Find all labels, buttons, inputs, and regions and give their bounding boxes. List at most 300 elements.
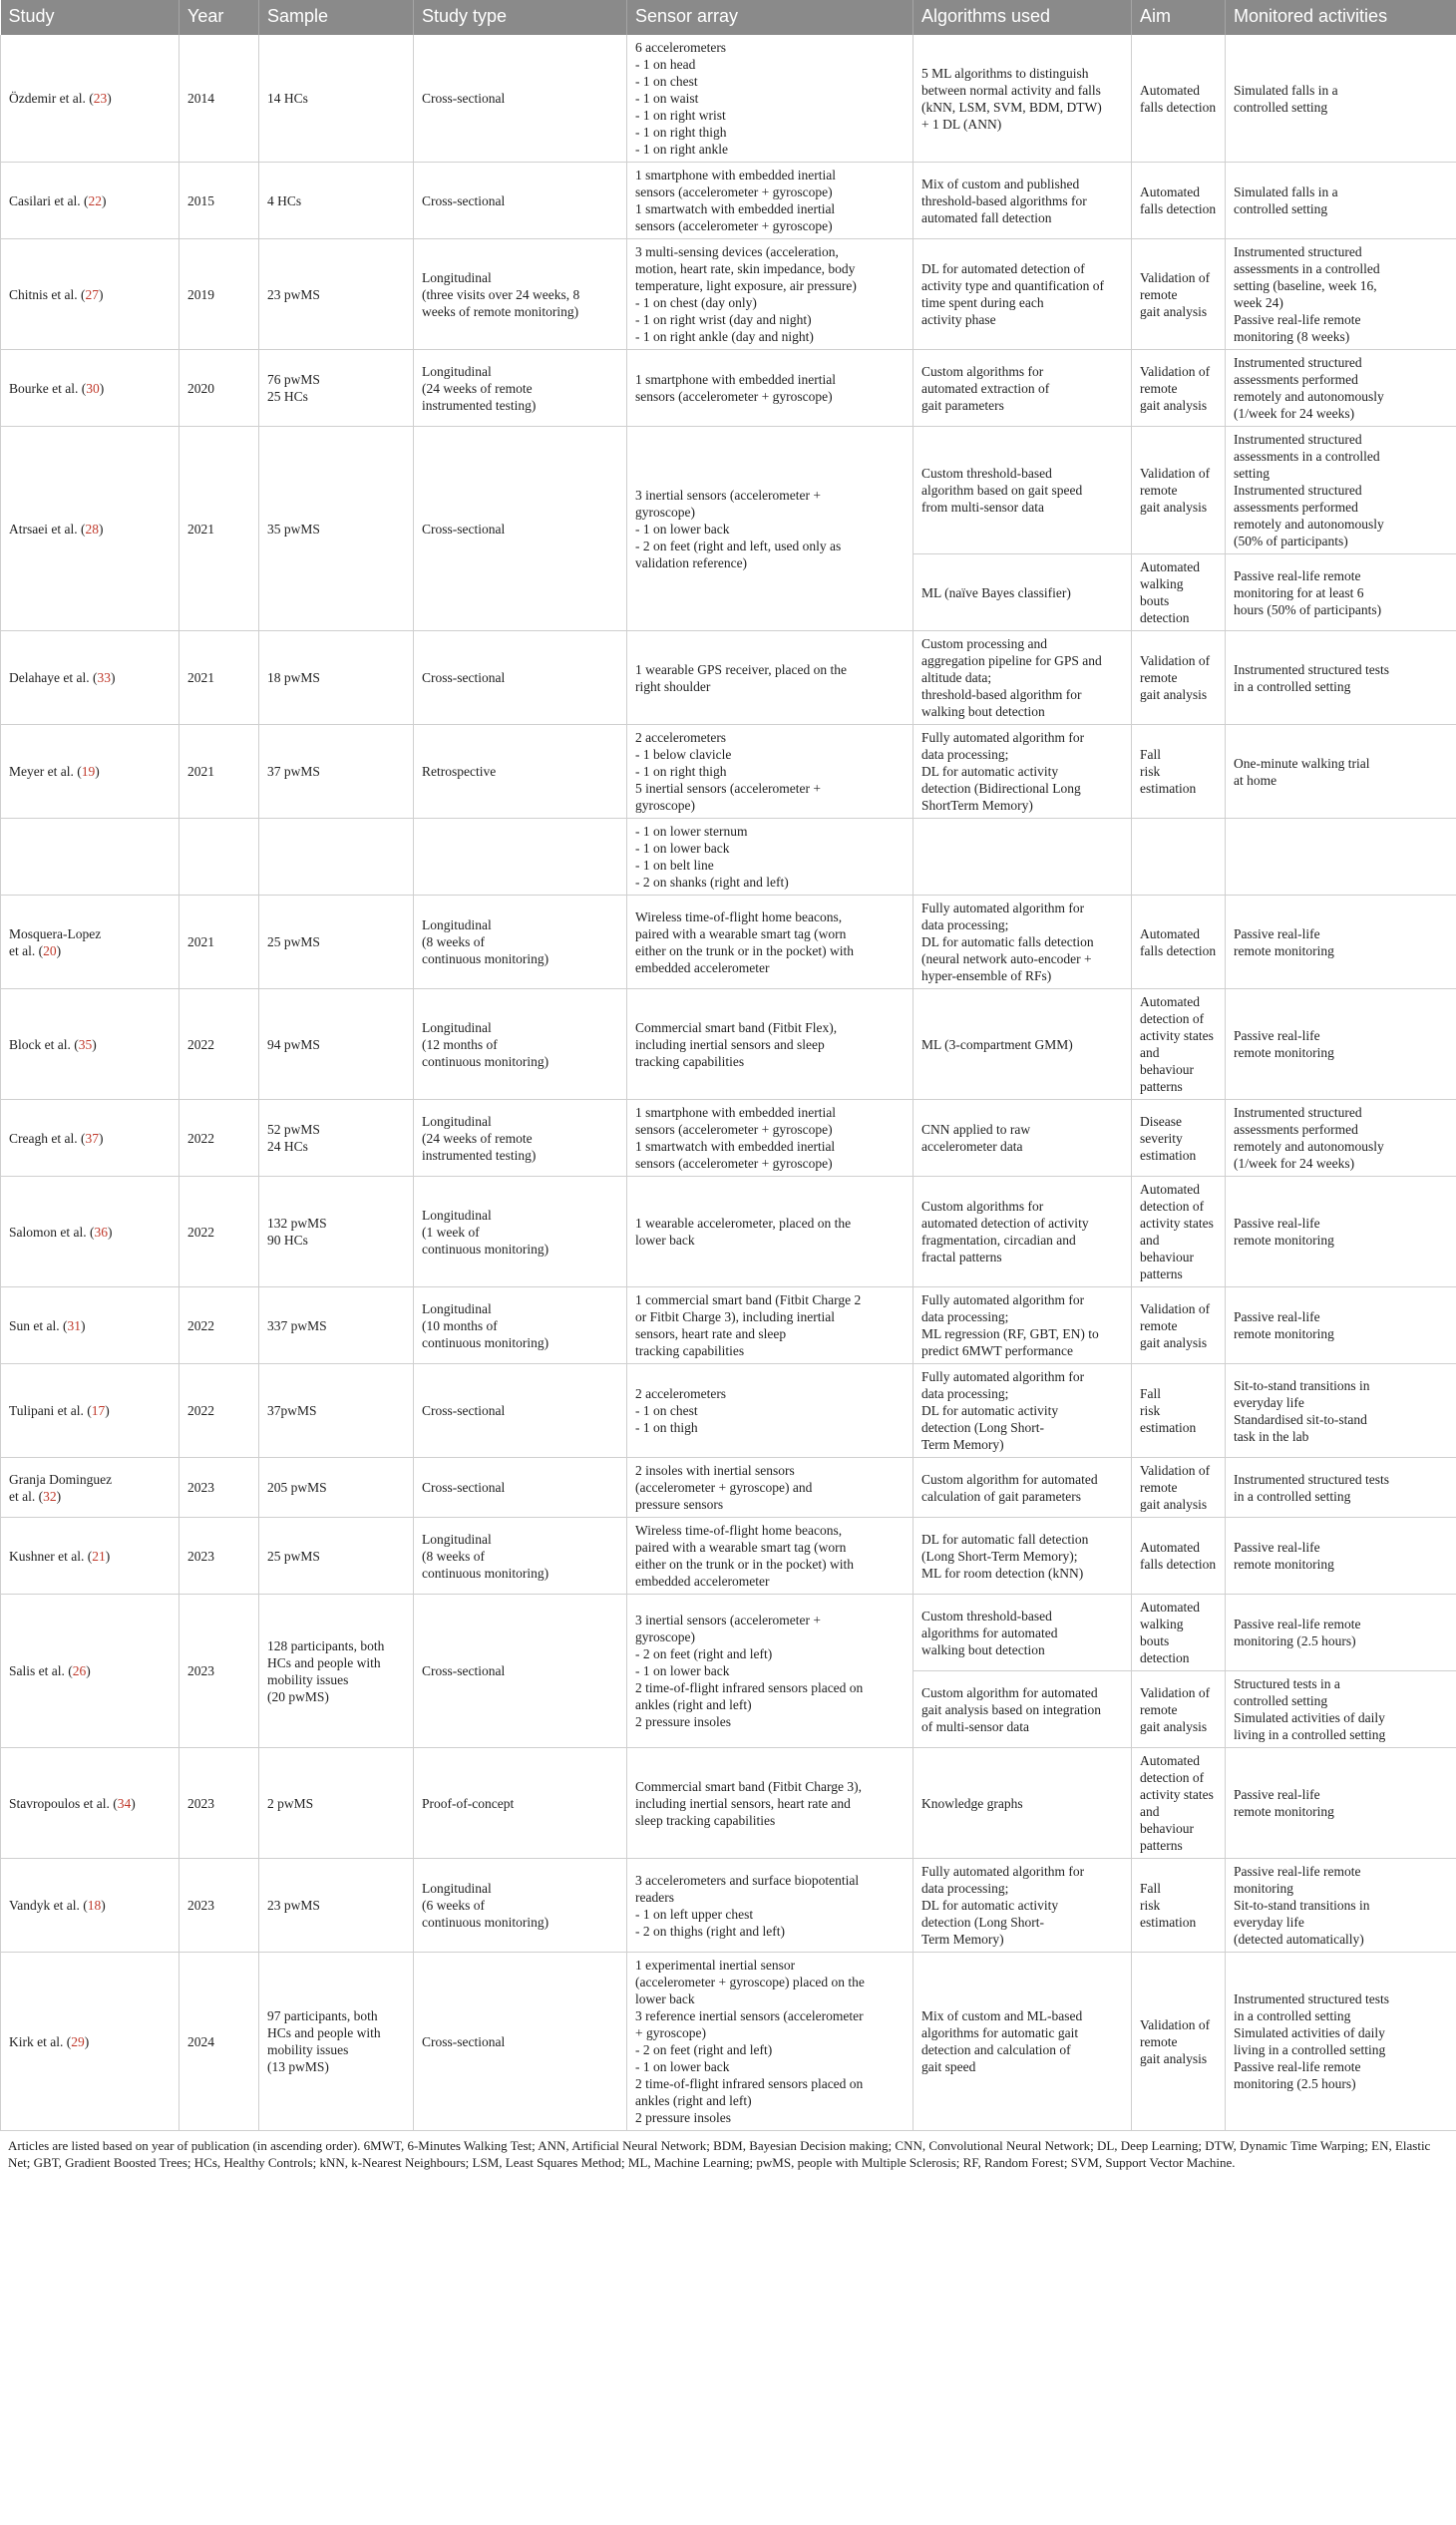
cell-algorithms-line: walking bout detection <box>921 1641 1045 1657</box>
cell-study-type-line: (24 weeks of remote <box>422 380 533 396</box>
reference-link[interactable]: 30 <box>86 380 100 396</box>
cell-sensor-array-line: 2 accelerometers <box>635 1386 727 1401</box>
cell-sample-line: 37pwMS <box>267 1403 317 1418</box>
reference-link[interactable]: 28 <box>85 521 99 537</box>
cell-sample-line: mobility issues <box>267 2042 349 2057</box>
cell-sample-line: 4 HCs <box>267 192 302 208</box>
cell-study: Granja Dominguez et al. (32) <box>1 1458 180 1518</box>
cell-study-type-line: Longitudinal <box>422 1531 492 1547</box>
cell-study-type <box>414 1364 627 1458</box>
cell-study-type-line: Retrospective <box>422 764 497 779</box>
cell-sample-line: (20 pwMS) <box>267 1688 329 1704</box>
cell-study: Kirk et al. (29) <box>1 1953 180 2131</box>
cell-study: Tulipani et al. (17) <box>1 1364 180 1458</box>
cell-algorithms <box>913 1595 1132 1671</box>
cell-sensor-array-line: - 2 on shanks (right and left) <box>635 875 789 890</box>
cell-sensor-array-line: (accelerometer + gyroscope) placed on the <box>635 1975 865 1989</box>
cell-algorithms-line: automated extraction of <box>921 380 1050 396</box>
cell-year: 2023 <box>180 1518 259 1595</box>
cell-sensor-array-line: pressure sensors <box>635 1497 724 1512</box>
cell-sample-line: 205 pwMS <box>267 1480 327 1495</box>
cell-activities-line: remote monitoring <box>1234 942 1334 958</box>
study-author: Block et al. <box>9 1036 71 1052</box>
cell-sample-line: 2 pwMS <box>267 1795 314 1811</box>
cell-study-type-line: weeks of remote monitoring) <box>422 303 579 319</box>
cell-activities-line: monitoring for at least 6 <box>1234 584 1364 600</box>
cell-aim-line: Validation of <box>1140 1684 1211 1700</box>
cell-aim-line: gait analysis <box>1140 1334 1208 1350</box>
cell-sensor-array-line: paired with a wearable smart tag (worn <box>635 1540 847 1555</box>
table-row <box>1 819 1456 896</box>
cell-algorithms-line: DL for automated detection of <box>921 261 1085 276</box>
cell-year: 2021 <box>180 725 259 819</box>
cell-year: 2023 <box>180 1595 259 1748</box>
cell-activities-line: Sit-to-stand transitions in <box>1234 1898 1370 1913</box>
reference-link[interactable]: 36 <box>94 1224 108 1240</box>
cell-aim <box>1132 631 1226 725</box>
cell-sensor-array-line: - 1 on head <box>635 57 696 72</box>
cell-activities-line: Sit-to-stand transitions in <box>1234 1377 1370 1393</box>
cell-sensor-array <box>627 1177 913 1287</box>
table-row <box>1 1100 1456 1177</box>
cell-aim-line: Validation of <box>1140 653 1211 668</box>
table-footnote: Articles are listed based on year of publication (in ascending order). 6MWT, 6-Minutes Walking Test; ANN, Artificial Neural Network; BDM, Bayesian Decision making; CNN, Convolutional Neural Network; DL, Deep Learning; DTW, Dynamic Time Warping; EN, Elastic Net; GBT, Gradient Boosted Trees; HCs, Healthy Controls; kNN, k-Nearest Neighbours; LSM, Least Squares Method; ML, Machine Learning; pwMS, people with Multiple Sclerosis; RF, Random Forest; SVM, Support Vector Machine. <box>8 2138 1431 2170</box>
study-author: Stavropoulos et al. <box>9 1795 110 1811</box>
study-author: Sun et al. <box>9 1317 60 1333</box>
cell-algorithms <box>913 896 1132 989</box>
cell-activities-line: remote monitoring <box>1234 1233 1334 1248</box>
cell-sensor-array-line: - 2 on feet (right and left) <box>635 1646 773 1661</box>
cell-activities-line: monitoring <box>1234 1881 1293 1896</box>
reference-link[interactable]: 22 <box>88 192 102 208</box>
cell-activities <box>1226 239 1456 350</box>
cell-aim-line: remote <box>1140 286 1178 302</box>
cell-sample <box>259 1100 414 1177</box>
cell-sample-line: 128 participants, both <box>267 1637 385 1653</box>
cell-algorithms-line: algorithm based on gait speed <box>921 483 1083 498</box>
cell-algorithms-line: Fully automated algorithm for <box>921 1369 1085 1384</box>
cell-algorithms-line: Fully automated algorithm for <box>921 901 1085 915</box>
cell-sensor-array-line: lower back <box>635 1991 695 2006</box>
cell-algorithms <box>913 989 1132 1100</box>
study-author: Tulipani et al. <box>9 1403 84 1418</box>
cell-aim-line: Automated <box>1140 994 1200 1009</box>
cell-sensor-array-line: Commercial smart band (Fitbit Charge 3), <box>635 1778 862 1794</box>
cell-sample-line: 24 HCs <box>267 1139 308 1154</box>
cell-activities-line: task in the lab <box>1234 1428 1309 1444</box>
cell-aim <box>1132 35 1226 163</box>
cell-sample-line: 52 pwMS <box>267 1122 320 1137</box>
cell-sensor-array-line: - 1 on chest (day only) <box>635 295 757 310</box>
col-header-aim: Aim <box>1132 0 1226 35</box>
cell-study: Vandyk et al. (18) <box>1 1859 180 1953</box>
cell-sensor-array-line: lower back <box>635 1233 695 1248</box>
cell-algorithms-line: Fully automated algorithm for <box>921 730 1085 745</box>
cell-study-type-line: continuous monitoring) <box>422 1334 549 1350</box>
cell-algorithms <box>913 1364 1132 1458</box>
table-row <box>1 1518 1456 1595</box>
cell-sample <box>259 1458 414 1518</box>
cell-sample-line: 14 HCs <box>267 91 308 106</box>
cell-study-type-line: instrumented testing) <box>422 397 537 413</box>
cell-sensor-array <box>627 239 913 350</box>
cell-algorithms-line: gait parameters <box>921 397 1004 413</box>
cell-algorithms <box>913 163 1132 239</box>
cell-algorithms-line: Custom algorithm for automated <box>921 1471 1098 1487</box>
cell-sensor-array-line: either on the trunk or in the pocket) with <box>635 1557 854 1572</box>
table-row <box>1 35 1456 163</box>
cell-algorithms <box>913 1748 1132 1859</box>
cell-study-type-line: instrumented testing) <box>422 1147 537 1163</box>
cell-sensor-array-line: 1 smartwatch with embedded inertial <box>635 201 836 216</box>
cell-study: Özdemir et al. (23) <box>1 35 180 163</box>
cell-activities-line: Standardised sit-to-stand <box>1234 1411 1367 1427</box>
cell-algorithms-line: altitude data; <box>921 670 992 685</box>
cell-study-type-line: (three visits over 24 weeks, 8 <box>422 286 580 302</box>
cell-sample-line: (13 pwMS) <box>267 2059 329 2074</box>
study-author: Casilari et al. <box>9 192 81 208</box>
cell-aim <box>1132 239 1226 350</box>
cell-activities <box>1226 163 1456 239</box>
reference-link[interactable]: 32 <box>43 1488 57 1504</box>
reference-link[interactable]: 33 <box>97 670 111 685</box>
cell-study-type-line: Cross-sectional <box>422 2033 506 2049</box>
cell-algorithms-line: Custom threshold-based <box>921 1608 1052 1623</box>
cell-year: 2021 <box>180 896 259 989</box>
cell-aim <box>1132 1177 1226 1287</box>
cell-activities-line: Instrumented structured tests <box>1234 1991 1389 2006</box>
cell-sensor-array-line: 1 smartphone with embedded inertial <box>635 168 836 182</box>
cell-activities-line: monitoring (2.5 hours) <box>1234 1633 1356 1648</box>
cell-sensor-array-line: 1 wearable accelerometer, placed on the <box>635 1216 852 1231</box>
cell-algorithms-line: aggregation pipeline for GPS and <box>921 653 1102 668</box>
cell-activities <box>1226 1595 1456 1671</box>
cell-aim <box>1132 427 1226 554</box>
cell-sensor-array <box>627 631 913 725</box>
cell-activities-line: Simulated activities of daily <box>1234 1710 1385 1725</box>
cell-activities-line: (detected automatically) <box>1234 1932 1364 1947</box>
cell-sensor-array-line: sensors (accelerometer + gyroscope) <box>635 184 833 199</box>
cell-algorithms-line: Mix of custom and published <box>921 176 1080 191</box>
cell-algorithms-line: activity type and quantification of <box>921 278 1104 293</box>
cell-study-type-line: (8 weeks of <box>422 934 485 949</box>
cell-aim-line: falls detection <box>1140 1557 1217 1572</box>
cell-algorithms-line: CNN applied to raw <box>921 1122 1031 1137</box>
reference-link[interactable]: 18 <box>87 1898 102 1913</box>
cell-aim-line: behaviour <box>1140 1062 1194 1077</box>
table-body <box>1 35 1456 2131</box>
cell-aim <box>1132 1458 1226 1518</box>
study-author: Salis et al. <box>9 1663 65 1678</box>
reference-link[interactable]: 34 <box>117 1795 132 1811</box>
cell-aim-line: Fall <box>1140 747 1162 762</box>
reference-link[interactable]: 37 <box>85 1130 99 1146</box>
cell-aim-line: remote <box>1140 483 1178 498</box>
cell-algorithms-line: ML (naïve Bayes classifier) <box>921 584 1071 600</box>
study-author: Kushner et al. <box>9 1548 85 1564</box>
cell-study-type-line: Cross-sectional <box>422 521 506 537</box>
cell-sensor-array-line: - 1 below clavicle <box>635 747 732 762</box>
col-header-sample: Sample <box>259 0 414 35</box>
table-row <box>1 1953 1456 2131</box>
cell-study: Salomon et al. (36) <box>1 1177 180 1287</box>
cell-sensor-array-line: validation reference) <box>635 554 748 570</box>
table-row <box>1 1458 1456 1518</box>
cell-year: 2015 <box>180 163 259 239</box>
reference-link[interactable]: 17 <box>91 1403 106 1418</box>
cell-study-type <box>414 163 627 239</box>
reference-link[interactable]: 27 <box>85 286 99 302</box>
cell-aim-line: remote <box>1140 1480 1178 1495</box>
cell-study-type-line: Longitudinal <box>422 1207 492 1223</box>
cell-sensor-array-line: 2 time-of-flight infrared sensors placed on <box>635 2076 864 2091</box>
reference-link[interactable]: 31 <box>67 1317 81 1333</box>
cell-sensor-array-line: paired with a wearable smart tag (worn <box>635 925 847 941</box>
cell-sample-line: 25 HCs <box>267 389 308 404</box>
cell-year: 2014 <box>180 35 259 163</box>
cell-algorithms <box>913 1953 1132 2131</box>
cell-activities-line: (1/week for 24 weeks) <box>1234 406 1355 421</box>
cell-activities <box>1226 989 1456 1100</box>
cell-algorithms <box>913 1518 1132 1595</box>
cell-study-type <box>414 1100 627 1177</box>
cell-activities-line: controlled setting <box>1234 201 1328 216</box>
cell-sample <box>259 1287 414 1364</box>
cell-algorithms <box>913 554 1132 631</box>
cell-study: Block et al. (35) <box>1 989 180 1100</box>
cell-algorithms-line: algorithms for automatic gait <box>921 2025 1079 2040</box>
cell-algorithms <box>913 239 1132 350</box>
cell-aim-line: remote <box>1140 670 1178 685</box>
table-row <box>1 1287 1456 1364</box>
cell-activities <box>1226 1177 1456 1287</box>
cell-sensor-array-line: - 1 on lower back <box>635 2059 730 2074</box>
table-row <box>1 725 1456 819</box>
cell-aim-line: Validation of <box>1140 1463 1211 1478</box>
cell-algorithms-line: gait speed <box>921 2059 976 2074</box>
reference-link[interactable]: 20 <box>43 942 57 958</box>
cell-sensor-array-line: - 1 on lower back <box>635 1663 730 1678</box>
cell-sensor-array-line: Commercial smart band (Fitbit Flex), <box>635 1019 838 1035</box>
cell-year: 2023 <box>180 1748 259 1859</box>
cell-sensor-array-line: embedded accelerometer <box>635 959 770 975</box>
cell-year: 2019 <box>180 239 259 350</box>
cell-study-type-line: Longitudinal <box>422 269 492 285</box>
cell-aim-line: walking <box>1140 1617 1184 1631</box>
cell-activities-line: assessments in a controlled <box>1234 261 1380 276</box>
cell-sensor-array-line: 2 time-of-flight infrared sensors placed on <box>635 1680 864 1695</box>
cell-aim-line: estimation <box>1140 1147 1197 1163</box>
cell-sample <box>259 1518 414 1595</box>
table-row <box>1 427 1456 554</box>
cell-aim-line: remote <box>1140 2033 1178 2049</box>
cell-activities-line: living in a controlled setting <box>1234 2042 1386 2057</box>
cell-sensor-array-line: 3 multi-sensing devices (acceleration, <box>635 244 839 259</box>
cell-aim-line: Validation of <box>1140 363 1211 379</box>
cell-sensor-array-line: - 1 on right ankle (day and night) <box>635 329 814 344</box>
cell-algorithms-line: from multi-sensor data <box>921 500 1044 515</box>
cell-aim-line: severity <box>1140 1130 1183 1146</box>
cell-activities-line: in a controlled setting <box>1234 678 1351 694</box>
cell-sensor-array-line: or Fitbit Charge 3), including inertial <box>635 1309 835 1324</box>
cell-algorithms-line: ML for room detection (kNN) <box>921 1565 1084 1581</box>
cell-aim <box>1132 725 1226 819</box>
cell-study: Mosquera-Lopez et al. (20) <box>1 896 180 989</box>
cell-sensor-array-line: 5 inertial sensors (accelerometer + <box>635 781 822 796</box>
cell-algorithms-line: data processing; <box>921 1309 1009 1324</box>
cell-aim-line: falls detection <box>1140 99 1217 115</box>
cell-sample-line: 18 pwMS <box>267 670 320 685</box>
cell-algorithms-line: detection (Long Short- <box>921 1915 1044 1930</box>
cell-aim <box>1132 1364 1226 1458</box>
cell-study: Atrsaei et al. (28) <box>1 427 180 631</box>
cell-activities-line: Simulated falls in a <box>1234 184 1338 199</box>
cell-sensor-array-line: - 1 on right wrist (day and night) <box>635 312 812 327</box>
cell-sample <box>259 350 414 427</box>
cell-year: 2022 <box>180 1287 259 1364</box>
table-row <box>1 1177 1456 1287</box>
cell-activities-line: Passive real-life <box>1234 925 1320 941</box>
cell-study-type-line: Cross-sectional <box>422 192 506 208</box>
cell-study <box>1 819 180 896</box>
cell-aim <box>1132 819 1226 896</box>
cell-algorithms-line: (neural network auto-encoder + <box>921 951 1092 966</box>
cell-activities-line: remotely and autonomously <box>1234 389 1384 404</box>
cell-algorithms-line: data processing; <box>921 1386 1009 1401</box>
cell-sensor-array <box>627 1859 913 1953</box>
cell-sample-line: 23 pwMS <box>267 286 320 302</box>
cell-aim-line: Automated <box>1140 925 1200 941</box>
cell-aim-line: gait analysis <box>1140 687 1208 702</box>
cell-study-type-line: continuous monitoring) <box>422 1565 549 1581</box>
table-row <box>1 1364 1456 1458</box>
cell-sensor-array <box>627 350 913 427</box>
table-row <box>1 1595 1456 1671</box>
cell-study-type <box>414 1177 627 1287</box>
cell-sample-line: 76 pwMS <box>267 372 320 387</box>
cell-algorithms-line: detection (Long Short- <box>921 1420 1044 1435</box>
cell-sample-line: 25 pwMS <box>267 1548 320 1564</box>
reference-link[interactable]: 21 <box>92 1548 106 1564</box>
reference-link[interactable]: 23 <box>93 91 108 106</box>
cell-sample <box>259 989 414 1100</box>
cell-sensor-array <box>627 1287 913 1364</box>
cell-activities-line: Instrumented structured <box>1234 483 1362 498</box>
col-header-study: Study <box>1 0 180 35</box>
cell-study-type <box>414 989 627 1100</box>
cell-aim <box>1132 1595 1226 1671</box>
cell-activities-line: Passive real-life remote <box>1234 2059 1361 2074</box>
cell-sensor-array-line: including inertial sensors, heart rate and <box>635 1795 851 1811</box>
table-row <box>1 239 1456 350</box>
cell-aim-line: activity states and <box>1140 1787 1218 1819</box>
reference-link[interactable]: 35 <box>78 1036 93 1052</box>
cell-activities-line: Instrumented structured <box>1234 244 1362 259</box>
cell-study-type-line: Longitudinal <box>422 917 492 932</box>
cell-activities-line: remotely and autonomously <box>1234 1139 1384 1154</box>
reference-link[interactable]: 29 <box>71 2033 85 2049</box>
cell-sensor-array-line: including inertial sensors and sleep <box>635 1036 825 1052</box>
cell-aim <box>1132 554 1226 631</box>
cell-sensor-array-line: gyroscope) <box>635 1629 695 1644</box>
cell-sample <box>259 35 414 163</box>
table-row <box>1 631 1456 725</box>
cell-activities-line: controlled setting <box>1234 1693 1328 1708</box>
cell-activities-line: at home <box>1234 772 1277 788</box>
cell-algorithms-line: hyper-ensemble of RFs) <box>921 968 1052 983</box>
reference-link[interactable]: 26 <box>72 1663 87 1678</box>
cell-algorithms-line: (Long Short-Term Memory); <box>921 1548 1078 1564</box>
cell-algorithms <box>913 1671 1132 1748</box>
cell-sample-line: 90 HCs <box>267 1233 308 1248</box>
table-row <box>1 1859 1456 1953</box>
cell-sensor-array-line: - 1 on right ankle <box>635 142 728 157</box>
cell-study-type <box>414 1748 627 1859</box>
cell-aim-line: risk estimation <box>1140 1898 1197 1930</box>
cell-sensor-array-line: embedded accelerometer <box>635 1574 770 1589</box>
cell-activities-line: everyday life <box>1234 1394 1304 1410</box>
cell-activities <box>1226 1953 1456 2131</box>
cell-sensor-array-line: temperature, light exposure, air pressure) <box>635 278 857 293</box>
cell-algorithms <box>913 1100 1132 1177</box>
cell-sensor-array-line: - 2 on thighs (right and left) <box>635 1923 785 1939</box>
cell-activities-line: assessments performed <box>1234 1122 1358 1137</box>
cell-aim-line: patterns <box>1140 1266 1183 1281</box>
cell-activities-line: in a controlled setting <box>1234 2008 1351 2023</box>
reference-link[interactable]: 19 <box>81 764 96 779</box>
cell-activities <box>1226 896 1456 989</box>
cell-study: Kushner et al. (21) <box>1 1518 180 1595</box>
cell-aim-line: gait analysis <box>1140 303 1208 319</box>
cell-activities-line: everyday life <box>1234 1915 1304 1930</box>
table-row <box>1 1748 1456 1859</box>
cell-year: 2021 <box>180 631 259 725</box>
cell-sensor-array <box>627 819 913 896</box>
cell-sensor-array-line: sensors (accelerometer + gyroscope) <box>635 389 833 404</box>
cell-sensor-array <box>627 1100 913 1177</box>
cell-algorithms-line: fragmentation, circadian and <box>921 1233 1076 1248</box>
cell-activities-line: Passive real-life remote <box>1234 312 1361 327</box>
cell-aim-line: Automated <box>1140 1753 1200 1768</box>
cell-aim <box>1132 350 1226 427</box>
cell-aim-line: Validation of <box>1140 2016 1211 2032</box>
cell-study-type <box>414 819 627 896</box>
col-header-activities: Monitored activities <box>1234 6 1388 26</box>
cell-algorithms-line: detection (Bidirectional Long <box>921 781 1081 796</box>
cell-algorithms-line: automated fall detection <box>921 209 1052 225</box>
cell-activities-line: Passive real-life <box>1234 1787 1320 1802</box>
cell-sensor-array-line: - 2 on feet (right and left) <box>635 2042 773 2057</box>
cell-activities-line: Passive real-life remote <box>1234 1617 1361 1631</box>
cell-study-type-line: Longitudinal <box>422 363 492 379</box>
cell-aim-line: Fall <box>1140 1881 1162 1896</box>
cell-algorithms-line: data processing; <box>921 747 1009 762</box>
cell-sample-line: mobility issues <box>267 1671 349 1687</box>
cell-study-type <box>414 1458 627 1518</box>
cell-aim <box>1132 1859 1226 1953</box>
cell-algorithms-line: accelerometer data <box>921 1139 1023 1154</box>
cell-algorithms-line: ML (3-compartment GMM) <box>921 1036 1073 1052</box>
cell-aim-line: Validation of <box>1140 466 1211 481</box>
cell-study-type-line: (24 weeks of remote <box>422 1130 533 1146</box>
cell-study-type <box>414 631 627 725</box>
cell-study-type-line: Cross-sectional <box>422 1480 506 1495</box>
cell-sensor-array-line: - 1 on chest <box>635 74 698 89</box>
cell-algorithms-line: Term Memory) <box>921 1437 1004 1452</box>
cell-sample-line: 23 pwMS <box>267 1898 320 1913</box>
cell-algorithms-line: calculation of gait parameters <box>921 1488 1082 1504</box>
cell-algorithms-line: threshold-based algorithms for <box>921 192 1087 208</box>
